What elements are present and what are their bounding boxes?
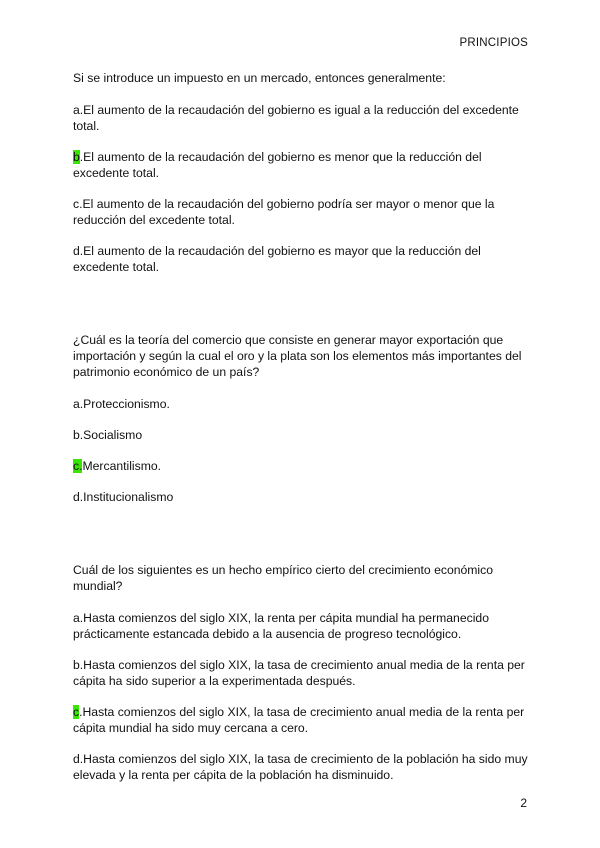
option-text: Institucionalismo xyxy=(83,490,174,504)
option-text: Mercantilismo. xyxy=(82,459,162,473)
option-letter: d xyxy=(73,490,80,504)
question-block xyxy=(73,562,533,783)
option-text: Proteccionismo. xyxy=(83,397,170,411)
page-header-title: PRINCIPIOS xyxy=(459,37,528,49)
option-letter: b xyxy=(73,428,80,442)
answer-option-correct: b.El aumento de la recaudación del gobierno es menor que la reducción del excedente total. xyxy=(73,150,482,180)
answer-option: b.Socialismo xyxy=(73,428,143,442)
answer-option: d.El aumento de la recaudación del gobierno es mayor que la reducción del excedente total. xyxy=(73,244,481,274)
option-text: El aumento de la recaudación del gobierno podría ser mayor o menor que la reducción del excedente total. xyxy=(73,197,495,227)
option-text: Hasta comienzos del siglo XIX, la tasa de crecimiento anual media de la renta per cápita mundial ha sido muy cercana a cero. xyxy=(73,705,525,735)
question-block xyxy=(73,332,533,505)
option-letter: a xyxy=(73,397,80,411)
option-letter: d xyxy=(73,752,80,766)
option-letter: b xyxy=(73,658,80,672)
option-text: Hasta comienzos del siglo XIX, la tasa de crecimiento de la población ha sido muy elevada y la renta per cápita de la población ha disminuido. xyxy=(73,752,528,782)
answer-option: b.Hasta comienzos del siglo XIX, la tasa de crecimiento anual media de la renta per cápita ha sido superior a la experimentada después. xyxy=(73,658,525,688)
option-letter-highlighted: c. xyxy=(73,459,83,473)
answer-option-correct xyxy=(73,458,533,474)
answer-option: a.Hasta comienzos del siglo XIX, la renta per cápita mundial ha permanecido prácticamente estancada debido a la ausencia de progreso tecnológico. xyxy=(73,611,489,641)
answer-option: d.Institucionalismo xyxy=(73,490,174,504)
document-body xyxy=(73,70,533,798)
answer-option: a.El aumento de la recaudación del gobierno es igual a la reducción del excedente total. xyxy=(73,103,519,133)
answer-option: a.Proteccionismo. xyxy=(73,397,170,411)
option-text: El aumento de la recaudación del gobierno es mayor que la reducción del excedente total. xyxy=(73,244,481,274)
option-text: El aumento de la recaudación del gobierno es menor que la reducción del excedente total. xyxy=(73,150,482,180)
option-text: Socialismo xyxy=(83,428,143,442)
answer-option-correct: c.Hasta comienzos del siglo XIX, la tasa de crecimiento anual media de la renta per cápita mundial ha sido muy cercana a cero. xyxy=(73,705,525,735)
question-block xyxy=(73,70,533,275)
answer-option: c.El aumento de la recaudación del gobierno podría ser mayor o menor que la reducción del excedente total. xyxy=(73,197,495,227)
option-text: El aumento de la recaudación del gobierno es igual a la reducción del excedente total. xyxy=(73,103,519,133)
option-text: Hasta comienzos del siglo XIX, la renta per cápita mundial ha permanecido prácticamente estancada debido a la ausencia de progreso tecnológico. xyxy=(73,611,489,641)
option-letter: c xyxy=(73,197,80,211)
option-letter: d xyxy=(73,244,80,258)
option-letter-highlighted: b xyxy=(73,150,80,164)
answer-option: d.Hasta comienzos del siglo XIX, la tasa de crecimiento de la población ha sido muy elevada y la renta per cápita de la población ha disminuido. xyxy=(73,752,528,782)
option-letter: a xyxy=(73,611,80,625)
option-letter: a xyxy=(73,103,80,117)
question-text: Si se introduce un impuesto en un mercado, entonces generalmente: xyxy=(73,71,446,85)
question-text: Cuál de los siguientes es un hecho empírico cierto del crecimiento económico mundial? xyxy=(73,563,494,593)
option-letter-highlighted: c xyxy=(73,705,80,719)
option-letter: c xyxy=(73,459,80,473)
option-text: Hasta comienzos del siglo XIX, la tasa de crecimiento anual media de la renta per cápita ha sido superior a la experimentada después. xyxy=(73,658,525,688)
page-number: 2 xyxy=(520,796,527,810)
question-text: ¿Cuál es la teoría del comercio que consiste en generar mayor exportación que importación y según la cual el oro y la plata son los elementos más importantes del patrimonio económico de un país? xyxy=(73,333,522,379)
